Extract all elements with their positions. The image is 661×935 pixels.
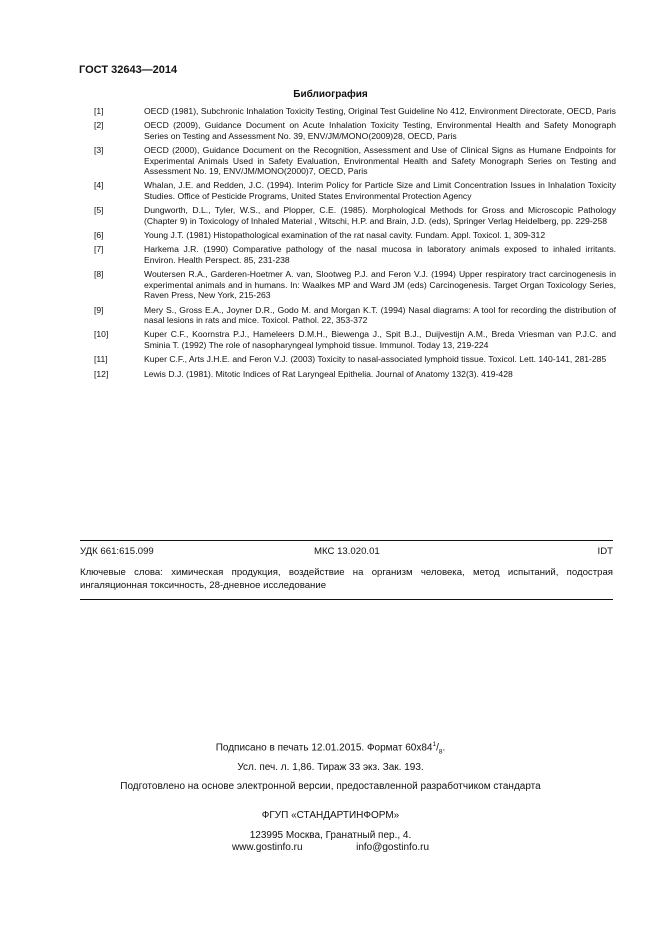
classification-row: [80, 546, 613, 560]
bibliography-item-text: Harkema J.R. (1990) Comparative pathology of the nasal mucosa in laboratory animals exposed to inhaled irritants. Environ. Health Perspect. 85, 231-238: [144, 244, 616, 265]
bibliography-item: [94, 205, 616, 226]
bibliography-item-text: Mery S., Gross E.A., Joyner D.R., Godo M. and Morgan K.T. (1994) Nasal diagrams: A tool for recording the distribution of nasal lesions in rats and mice. Toxicol. Pathol. 22, 353-372: [144, 304, 616, 325]
bibliography-item-text: Kuper C.F., Koornstra P.J., Hameleers D.M.H., Biewenga J., Spit B.J., Duijvestijn A.M., Breda Vriesman van P.J.C. and Sminia T. (1992) The role of nasopharyngeal lymphoid tissue. Immunol. Today 13, 219-224: [144, 329, 616, 350]
bibliography-item: [94, 269, 616, 300]
udk-code: УДК 661:615.099: [80, 546, 154, 557]
bibliography-item: [94, 329, 616, 350]
bibliography-item-text: Whalan, J.E. and Redden, J.C. (1994). Interim Policy for Particle Size and Limit Concentration Issues in Inhalation Toxicity Studies. Office of Pesticide Programs, United States Environmental Protection Agency: [144, 180, 616, 201]
standard-code: ГОСТ 32643—2014: [79, 64, 178, 76]
mks-code: МКС 13.020.01: [314, 546, 380, 557]
bibliography-item-number: [4]: [94, 180, 104, 191]
bibliography-item-number: [6]: [94, 230, 104, 241]
top-divider: [80, 540, 613, 541]
bibliography-item-text: Kuper C.F., Arts J.H.E. and Feron V.J. (2003) Toxicity to nasal-associated lymphoid tissue. Toxicol. Lett. 140-141, 281-285: [144, 354, 607, 365]
keywords: Ключевые слова: химическая продукция, воздействие на организм человека, метод испытаний, подострая ингаляционная токсичность, 28-дневное исследование: [80, 567, 613, 591]
bibliography-list: [94, 106, 616, 383]
bibliography-item: [94, 120, 616, 141]
bibliography-item-number: [7]: [94, 244, 104, 255]
signed-suffix: .: [442, 742, 446, 754]
bibliography-item: [94, 180, 616, 201]
bibliography-item-text: Lewis D.J. (1981). Mitotic Indices of Rat Laryngeal Epithelia. Journal of Anatomy 132(3). 419-428: [144, 368, 513, 379]
bibliography-item-number: [2]: [94, 120, 104, 131]
prepared-line: Подготовлено на основе электронной версии, предоставленной разработчиком стандарта: [120, 781, 541, 792]
bibliography-item-number: [12]: [94, 368, 109, 379]
signed-line: Подписано в печать 12.01.2015. Формат $60х84^1/_8$.: [215, 741, 446, 756]
sheets-line: Усл. печ. л. 1,86. Тираж 33 экз. Зак. 193.: [237, 762, 424, 773]
bibliography-item-number: [5]: [94, 205, 104, 216]
website-link[interactable]: www.gostinfo.ru: [231, 842, 303, 853]
bibliography-item: [94, 145, 616, 176]
publisher-address: 123995 Москва, Гранатный пер., 4.: [249, 830, 412, 841]
bibliography-title: Библиография: [293, 89, 368, 100]
email-link[interactable]: info@gostinfo.ru: [356, 842, 430, 853]
idt-label: IDT: [597, 546, 613, 557]
bibliography-item: [94, 244, 616, 265]
publisher-name: ФГУП «СТАНДАРТИНФОРМ»: [261, 810, 400, 821]
bibliography-item: [94, 305, 616, 326]
bibliography-item-number: [3]: [94, 145, 104, 156]
format-sup: 1: [432, 741, 437, 748]
bibliography-item: [94, 106, 616, 116]
signed-text: Подписано в печать 12.01.2015. Формат 60х84: [215, 742, 433, 754]
bibliography-item: [94, 230, 616, 240]
bibliography-item-number: [11]: [94, 354, 108, 365]
bibliography-item-number: [10]: [94, 329, 109, 340]
bibliography-item-number: [8]: [94, 269, 104, 280]
bibliography-item-text: Young J.T. (1981) Histopathological examination of the rat nasal cavity. Fundam. Appl. Toxicol. 1, 309-312: [144, 230, 546, 241]
bibliography-item: [94, 369, 616, 379]
bibliography-item-text: Dungworth, D.L., Tyler, W.S., and Plopper, C.E. (1985). Morphological Methods for Gross and Microscopic Pathology (Chapter 9) in Toxicology of Inhaled Material , Witschi, H.P. and Brain, J.D. (eds), Springer Verlag Heidelberg, pp. 229-258: [144, 205, 616, 226]
bottom-divider: [80, 599, 613, 600]
bibliography-item-text: Woutersen R.A., Garderen-Hoetmer A. van, Slootweg P.J. and Feron V.J. (1994) Upper respiratory tract carcinogenesis in experimental animals and in humans. In: Waalkes MP and Ward JM (eds) Carcinogenesis. Target Organ Toxicology Series, Raven Press, New York, 215-263: [144, 269, 616, 301]
bibliography-item-text: OECD (1981), Subchronic Inhalation Toxicity Testing, Original Test Guideline No 412, Environment Directorate, OECD, Paris: [144, 106, 616, 116]
format-sub: 8: [438, 748, 443, 756]
bibliography-item: [94, 354, 616, 364]
bibliography-item-number: [9]: [94, 304, 104, 315]
bibliography-item-text: OECD (2000), Guidance Document on the Recognition, Assessment and Use of Clinical Signs as Humane Endpoints for Experimental Animals Used in Safety Evaluation, Environmental Health and Safety Monograph Series on Testing and Assessment No. 19, ENV/JM/MONO(2000)7, OECD, Paris: [144, 145, 616, 177]
bibliography-item-text: OECD (2009), Guidance Document on Acute Inhalation Toxicity Testing, Environmental Health and Safety Monograph Series on Testing and Assessment No. 39, ENV/JM/MONO(2009)28, OECD, Paris: [144, 120, 616, 141]
bibliography-item-number: [1]: [94, 106, 104, 116]
contacts-line: [0, 842, 661, 853]
